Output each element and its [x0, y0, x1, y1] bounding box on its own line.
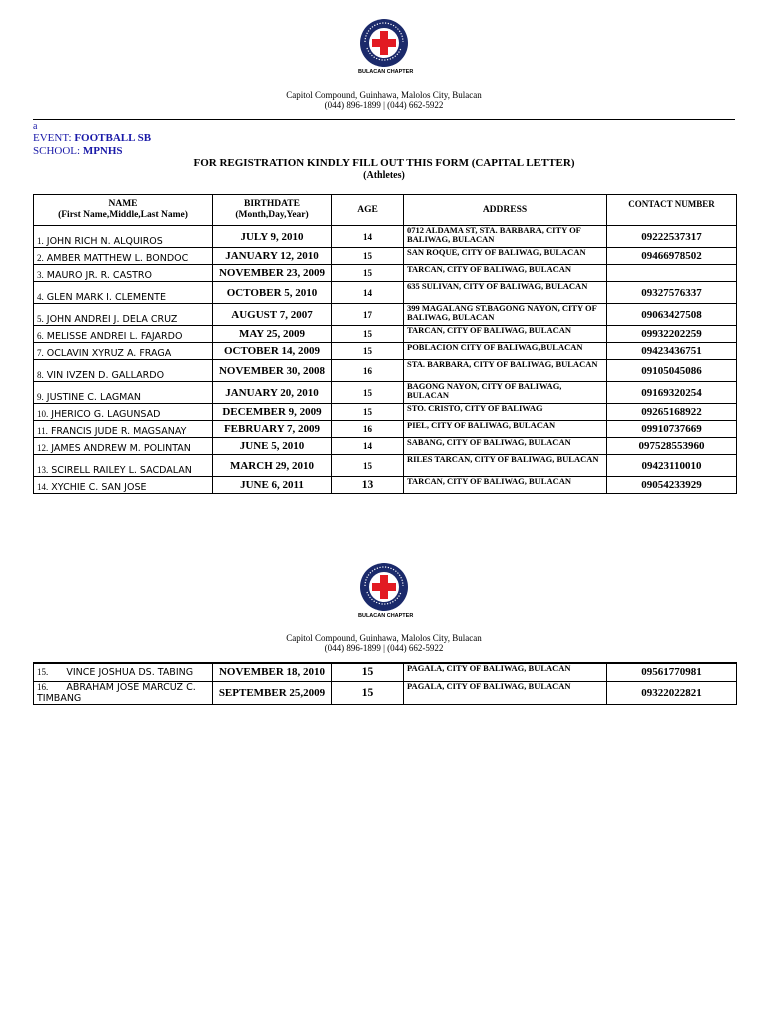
age-cell: 15	[332, 404, 404, 421]
col-header-name: NAME (First Name,Middle,Last Name)	[34, 195, 213, 226]
birthdate-cell: JANUARY 12, 2010	[213, 248, 332, 265]
form-title: FOR REGISTRATION KINDLY FILL OUT THIS FORM (CAPITAL LETTER)	[193, 157, 575, 169]
red-cross-emblem-icon	[359, 18, 409, 68]
col-header-contact: CONTACT NUMBER	[607, 195, 737, 226]
event-label: EVENT:	[33, 132, 72, 144]
birthdate-cell: JANUARY 20, 2010	[213, 382, 332, 404]
birthdate-cell: OCTOBER 5, 2010	[213, 282, 332, 304]
athlete-name	[34, 404, 213, 421]
athlete-name	[34, 265, 213, 282]
row-number: 10.	[37, 409, 49, 419]
address-cell: TARCAN, CITY OF BALIWAG, BULACAN	[404, 326, 607, 343]
header-divider	[33, 119, 735, 120]
contact-cell: 09423436751	[607, 343, 737, 360]
form-subtitle: (Athletes)	[363, 170, 405, 181]
athlete-name	[34, 438, 213, 455]
table-row	[34, 326, 737, 343]
org-phones: (044) 896-1899 | (044) 662-5922	[324, 100, 444, 110]
contact-cell: 09561770981	[607, 663, 737, 681]
address-cell: 0712 ALDAMA ST, STA. BARBARA, CITY OF BALIWAG, BULACAN	[404, 226, 607, 248]
contact-cell: 09265168922	[607, 404, 737, 421]
athlete-name	[34, 304, 213, 326]
age-cell: 16	[332, 421, 404, 438]
address-cell: RILES TARCAN, CITY OF BALIWAG, BULACAN	[404, 455, 607, 477]
birthdate-cell: FEBRUARY 7, 2009	[213, 421, 332, 438]
row-number: 5.	[37, 314, 44, 324]
birthdate-cell: JUNE 5, 2010	[213, 438, 332, 455]
contact-cell: 09063427508	[607, 304, 737, 326]
row-number: 3.	[37, 270, 44, 280]
address-cell: SAN ROQUE, CITY OF BALIWAG, BULACAN	[404, 248, 607, 265]
athlete-name-text: VINCE JOSHUA DS. TABING	[66, 666, 194, 678]
col-header-address: ADDRESS	[404, 195, 607, 226]
athlete-name-text: JHERICO G. LAGUNSAD	[51, 409, 161, 420]
contact-cell: 097528553960	[607, 438, 737, 455]
age-cell: 16	[332, 360, 404, 382]
address-cell: SABANG, CITY OF BALIWAG, BULACAN	[404, 438, 607, 455]
table-header-row	[34, 195, 737, 226]
age-cell: 14	[332, 226, 404, 248]
athlete-name-text: AMBER MATTHEW L. BONDOC	[46, 253, 189, 264]
age-cell: 17	[332, 304, 404, 326]
athlete-name	[34, 360, 213, 382]
row-number: 8.	[37, 370, 44, 380]
age-cell: 15	[332, 455, 404, 477]
birthdate-cell: OCTOBER 14, 2009	[213, 343, 332, 360]
athlete-name	[34, 282, 213, 304]
row-number: 14.	[37, 482, 49, 492]
address-cell: 635 SULIVAN, CITY OF BALIWAG, BULACAN	[404, 282, 607, 304]
school-value: MPNHS	[82, 145, 123, 157]
address-cell: TARCAN, CITY OF BALIWAG, BULACAN	[404, 265, 607, 282]
birthdate-cell: MAY 25, 2009	[213, 326, 332, 343]
table-row	[34, 282, 737, 304]
age-cell: 15	[332, 382, 404, 404]
address-cell: STA. BARBARA, CITY OF BALIWAG, BULACAN	[404, 360, 607, 382]
contact-cell: 09105045086	[607, 360, 737, 382]
athlete-name-text: JAMES ANDREW M. POLINTAN	[51, 443, 191, 454]
athlete-name-text: MELISSE ANDREI L. FAJARDO	[46, 331, 183, 342]
athlete-name	[34, 663, 213, 681]
athlete-name-text: SCIRELL RAILEY L. SACDALAN	[51, 465, 192, 476]
athlete-name-text: MAURO JR. R. CASTRO	[46, 270, 152, 281]
birthdate-cell: NOVEMBER 30, 2008	[213, 360, 332, 382]
athlete-name-text: XYCHIE C. SAN JOSE	[51, 482, 147, 493]
table-row	[34, 455, 737, 477]
athlete-name-text: ABRAHAM JOSE MARCUZ C. TIMBANG	[37, 681, 196, 704]
athlete-name-text: GLEN MARK I. CLEMENTE	[46, 292, 166, 303]
address-cell: STO. CRISTO, CITY OF BALIWAG	[404, 404, 607, 421]
table-row	[34, 382, 737, 404]
address-cell: TARCAN, CITY OF BALIWAG, BULACAN	[404, 477, 607, 494]
contact-cell: 09423110010	[607, 455, 737, 477]
table-row	[34, 404, 737, 421]
athlete-name-text: JOHN ANDREI J. DELA CRUZ	[46, 314, 178, 325]
athletes-table	[33, 194, 737, 494]
row-number: 6.	[37, 331, 44, 341]
row-number: 1.	[37, 236, 44, 246]
table-row	[34, 360, 737, 382]
athlete-name-text: FRANCIS JUDE R. MAGSANAY	[50, 426, 187, 437]
age-cell: 14	[332, 282, 404, 304]
address-cell: 399 MAGALANG ST.BAGONG NAYON, CITY OF BALIWAG, BULACAN	[404, 304, 607, 326]
age-cell: 15	[332, 343, 404, 360]
age-cell: 13	[332, 477, 404, 494]
birthdate-cell: SEPTEMBER 25,2009	[213, 681, 332, 704]
age-cell: 15	[332, 326, 404, 343]
row-number: 11.	[37, 426, 48, 436]
table-row	[34, 265, 737, 282]
row-number: 16.	[37, 681, 49, 692]
birthdate-cell: MARCH 29, 2010	[213, 455, 332, 477]
school-line	[33, 145, 123, 157]
table-row	[34, 663, 737, 681]
athlete-name	[34, 681, 213, 704]
row-number: 7.	[37, 348, 44, 358]
row-number: 15.	[37, 666, 49, 677]
birthdate-cell: DECEMBER 9, 2009	[213, 404, 332, 421]
athlete-name-text: JOHN RICH N. ALQUIROS	[46, 236, 163, 247]
athlete-name-text: VIN IVZEN D. GALLARDO	[46, 370, 165, 381]
birthdate-cell: NOVEMBER 18, 2010	[213, 663, 332, 681]
contact-cell: 09222537317	[607, 226, 737, 248]
col-header-age: AGE	[332, 195, 404, 226]
address-cell: PAGALA, CITY OF BALIWAG, BULACAN	[404, 663, 607, 681]
org-address: Capitol Compound, Guinhawa, Malolos City, Bulacan	[286, 633, 482, 643]
address-cell: PIEL, CITY OF BALIWAG, BULACAN	[404, 421, 607, 438]
contact-cell: 09466978502	[607, 248, 737, 265]
row-number: 2.	[37, 253, 44, 263]
age-cell: 15	[332, 248, 404, 265]
athlete-name	[34, 421, 213, 438]
red-cross-logo	[358, 18, 414, 75]
athlete-name	[34, 343, 213, 360]
contact-cell: 09322022821	[607, 681, 737, 704]
birthdate-cell: JUNE 6, 2011	[213, 477, 332, 494]
address-cell: BAGONG NAYON, CITY OF BALIWAG, BULACAN	[404, 382, 607, 404]
org-phones: (044) 896-1899 | (044) 662-5922	[324, 643, 444, 653]
contact-cell	[607, 265, 737, 282]
row-number: 12.	[37, 443, 49, 453]
age-cell: 15	[332, 265, 404, 282]
chapter-label: BULACAN CHAPTER	[358, 69, 414, 75]
row-number: 4.	[37, 292, 44, 302]
age-cell: 14	[332, 438, 404, 455]
org-address: Capitol Compound, Guinhawa, Malolos City, Bulacan	[286, 90, 482, 100]
contact-cell: 09910737669	[607, 421, 737, 438]
chapter-label: BULACAN CHAPTER	[358, 613, 414, 619]
address-cell: POBLACION CITY OF BALIWAG,BULACAN	[404, 343, 607, 360]
birthdate-cell: AUGUST 7, 2007	[213, 304, 332, 326]
event-value: FOOTBALL SB	[74, 132, 152, 144]
table-row	[34, 304, 737, 326]
athlete-name	[34, 226, 213, 248]
athlete-name	[34, 326, 213, 343]
athlete-name	[34, 248, 213, 265]
birthdate-cell: NOVEMBER 23, 2009	[213, 265, 332, 282]
athlete-name-text: OCLAVIN XYRUZ A. FRAGA	[46, 348, 172, 359]
row-number: 9.	[37, 392, 44, 402]
athlete-name	[34, 382, 213, 404]
org-address-block	[0, 90, 768, 110]
red-cross-logo-page2	[358, 562, 414, 619]
table-row	[34, 681, 737, 704]
address-cell: PAGALA, CITY OF BALIWAG, BULACAN	[404, 681, 607, 704]
row-number: 13.	[37, 465, 49, 475]
event-line	[33, 132, 151, 144]
table-row	[34, 248, 737, 265]
col-header-birthdate: BIRTHDATE (Month,Day,Year)	[213, 195, 332, 226]
birthdate-cell: JULY 9, 2010	[213, 226, 332, 248]
table-row	[34, 438, 737, 455]
age-cell: 15	[332, 681, 404, 704]
contact-cell: 09932202259	[607, 326, 737, 343]
red-cross-emblem-icon	[359, 562, 409, 612]
table-row	[34, 226, 737, 248]
athletes-table-page2	[33, 662, 737, 705]
org-address-block-page2	[0, 633, 768, 653]
athlete-name	[34, 455, 213, 477]
table-row	[34, 421, 737, 438]
age-cell: 15	[332, 663, 404, 681]
table-row	[34, 343, 737, 360]
athlete-name	[34, 477, 213, 494]
school-label: SCHOOL:	[33, 145, 81, 157]
contact-cell: 09169320254	[607, 382, 737, 404]
contact-cell: 09054233929	[607, 477, 737, 494]
table-row	[34, 477, 737, 494]
stray-text: a	[33, 121, 38, 132]
contact-cell: 09327576337	[607, 282, 737, 304]
athlete-name-text: JUSTINE C. LAGMAN	[46, 392, 141, 403]
